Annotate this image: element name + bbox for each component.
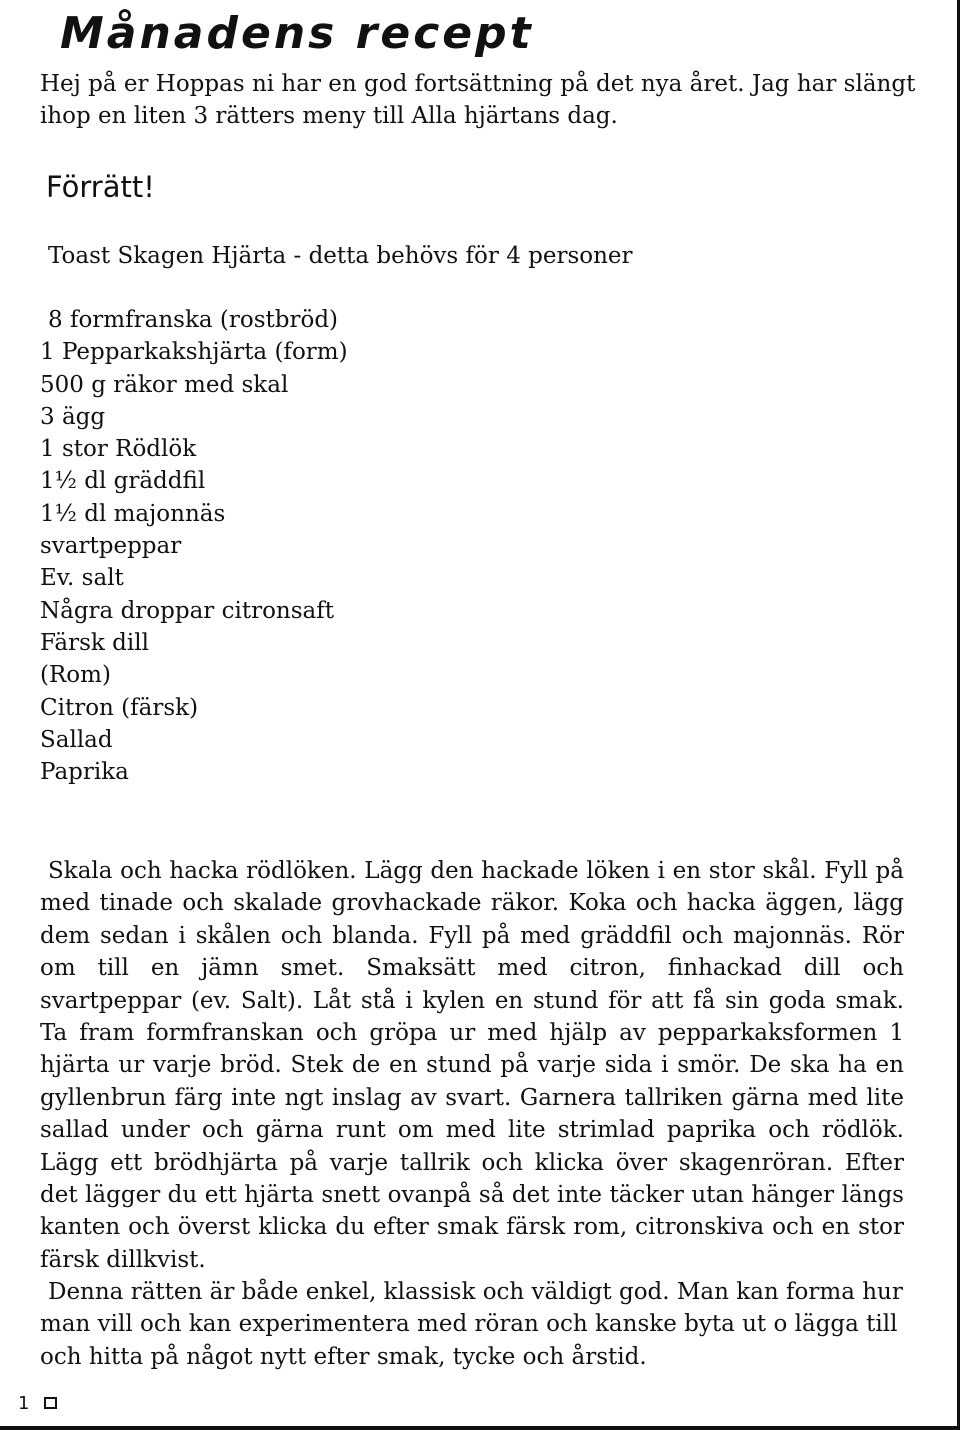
ingredient-item: (Rom) — [40, 662, 111, 689]
ingredient-item: Färsk dill — [40, 629, 149, 656]
ingredient-item: 3 ägg — [40, 403, 106, 430]
page-number: 1 — [18, 1393, 30, 1414]
ingredient-list — [40, 304, 348, 788]
ingredient-item: 8 formfranska (rostbröd) — [48, 307, 339, 333]
recipe-title: Toast Skagen Hjärta - detta behövs för 4 personer — [48, 243, 633, 269]
closing-paragraph: Denna rätten är både enkel, klassisk och väldigt god. Man kan forma hur man vill och kan experimentera med röran och kanske byta ut o lägga till och hitta på något nytt efter smak, tycke och årstid. — [40, 1279, 903, 1370]
square-icon — [44, 1397, 57, 1409]
ingredient-item: Några droppar citronsaft — [40, 597, 335, 624]
ingredient-item: svartpeppar — [40, 533, 182, 560]
ingredient-item: Paprika — [40, 759, 129, 786]
page-border-bottom — [0, 1426, 960, 1430]
ingredient-item: 500 g räkor med skal — [40, 371, 289, 398]
ingredient-item: 1 Pepparkakshjärta (form) — [40, 339, 348, 366]
ingredient-item: 1½ dl majonnäs — [40, 500, 226, 527]
section-heading-starter: Förrätt! — [46, 170, 155, 204]
ingredient-item: 1 stor Rödlök — [40, 436, 197, 463]
ingredient-item: Ev. salt — [40, 565, 124, 592]
intro-paragraph: Hej på er Hoppas ni har en god fortsättning på det nya året. Jag har slängt ihop en liten 3 rätters meny till Alla hjärtans dag. — [40, 71, 916, 129]
ingredient-item: Sallad — [40, 726, 113, 753]
ingredient-item: Citron (färsk) — [40, 694, 199, 721]
instructions-paragraph: Skala och hacka rödlöken. Lägg den hackade löken i en stor skål. Fyll på med tinade och skalade grovhackade räkor. Koka och hacka äggen, lägg dem sedan i skålen och blanda. Fyll på med gräddfil och majonnäs. Rör om till en jämn smet. Smaksätt med citron, finhackad dill och svartpeppar (ev. Salt). Låt stå i kylen en stund för att få sin goda smak. Ta fram formfranskan och gröpa ur med hjälp av pepparkaksformen 1 hjärta ur varje bröd. Stek de en stund på varje sida i smör. De ska ha en gyllenbrun färg inte ngt inslag av svart. Garnera tallriken gärna med lite sallad under och gärna runt om med lite strimlad paprika och rödlök. Lägg ett brödhjärta på varje tallrik och klicka över skagenröran. Efter det lägger du ett hjärta snett ovanpå så det inte täcker utan hänger längs kanten och överst klicka du efter smak färsk rom, citronskiva och en stor färsk dillkvist. — [40, 858, 904, 1273]
ingredient-item: 1½ dl gräddfil — [40, 468, 206, 495]
page-title: Månadens recept — [60, 8, 534, 59]
